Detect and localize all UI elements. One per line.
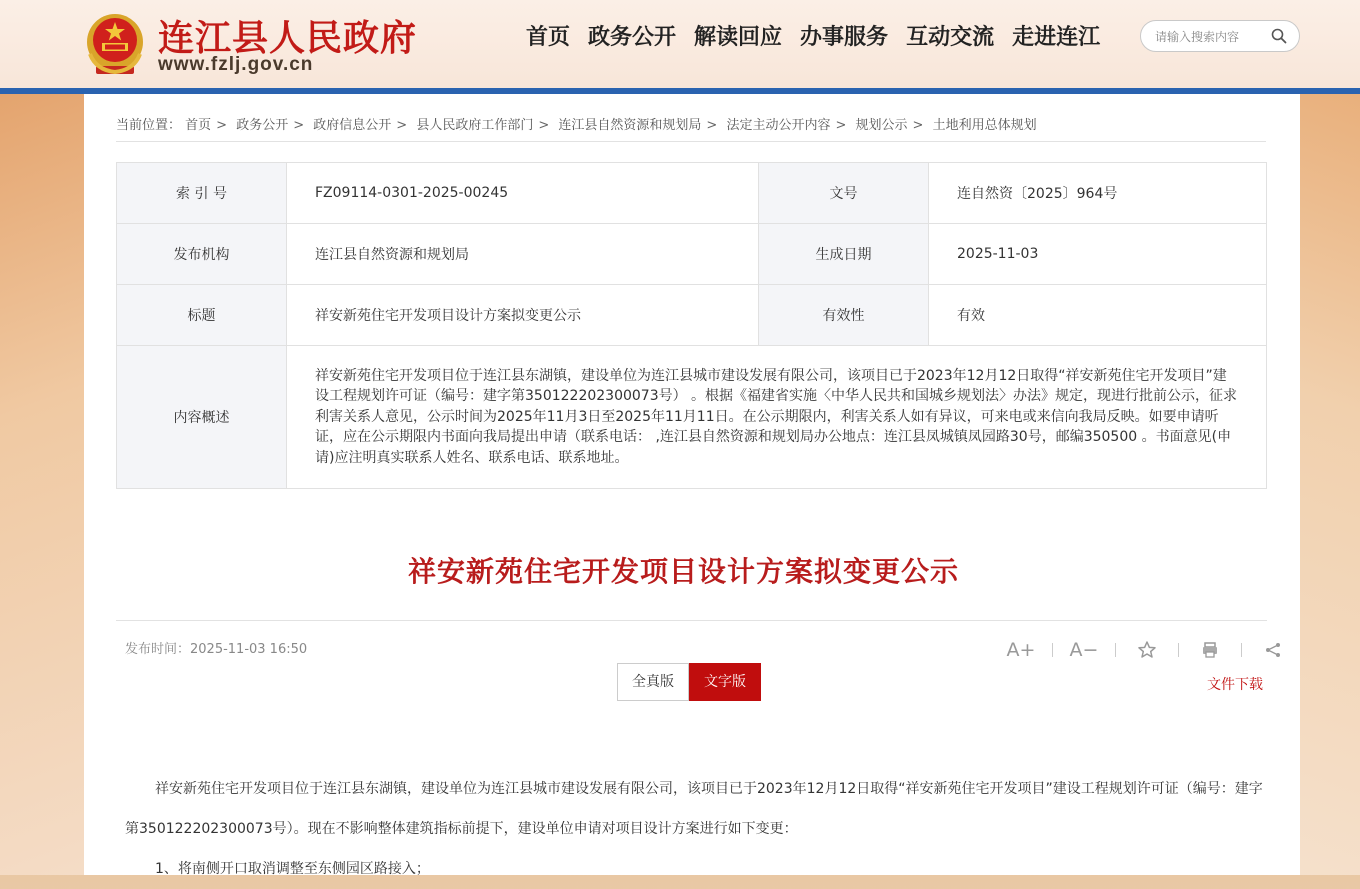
toolbar-separator xyxy=(1178,643,1179,657)
title-label: 标题 xyxy=(117,285,287,346)
date-label: 生成日期 xyxy=(759,224,929,285)
search-box xyxy=(1140,20,1300,52)
breadcrumb-separator: > xyxy=(538,118,550,133)
document-info-table xyxy=(116,162,1267,489)
breadcrumb-item[interactable]: 土地利用总体规划 xyxy=(932,118,1037,133)
print-icon xyxy=(1201,641,1219,659)
toolbar-separator xyxy=(1241,643,1242,657)
breadcrumb-separator: > xyxy=(706,118,718,133)
breadcrumb-separator: > xyxy=(835,118,847,133)
validity-label: 有效性 xyxy=(759,285,929,346)
index-value: FZ09114-0301-2025-00245 xyxy=(287,163,759,224)
summary-value: 祥安新苑住宅开发项目位于连江县东湖镇，建设单位为连江县城市建设发展有限公司，该项目已于2023年12月12日取得“祥安新苑住宅开发项目”建设工程规划许可证（编号：建字第350122202300073号） 。根据《福建省实施〈中华人民共和国城乡规划法〉办法》规定，现进行批前公示，征求利害关系人意见，公示时间为2025年11月3日至2025年11月11日。在公示期限内，利害关系人如有异议，可来电或来信向我局反映。如要申请听证，应在公示期限内书面向我局提出申请（联系电话： ,连江县自然资源和规划局办公地点：连江县凤城镇凤园路30号，邮编350500 。书面意见(申请)应注明真实联系人姓名、联系电话、联系地址。 xyxy=(287,346,1267,489)
org-value: 连江县自然资源和规划局 xyxy=(287,224,759,285)
share-icon xyxy=(1264,641,1282,659)
breadcrumb-item[interactable]: 县人民政府工作部门 xyxy=(416,118,534,133)
nav-government-affairs[interactable]: 政务公开 xyxy=(588,25,677,50)
index-label: 索 引 号 xyxy=(117,163,287,224)
search-input[interactable] xyxy=(1155,27,1265,47)
font-increase-button[interactable]: A+ xyxy=(1006,639,1036,661)
toolbar-separator xyxy=(1052,643,1053,657)
title-divider xyxy=(116,620,1267,621)
article-paragraph: 祥安新苑住宅开发项目位于连江县东湖镇，建设单位为连江县城市建设发展有限公司，该项目已于2023年12月12日取得“祥安新苑住宅开发项目”建设工程规划许可证（编号：建字第350122202300073号）。现在不影响整体建筑指标前提下，建设单位申请对项目设计方案进行如下变更： xyxy=(125,781,1263,837)
national-emblem-icon xyxy=(82,10,148,78)
site-header xyxy=(0,0,1360,88)
nav-about-lianjiang[interactable]: 走进连江 xyxy=(1012,25,1101,50)
star-icon xyxy=(1137,640,1157,660)
publish-time: 发布时间：2025-11-03 16:50 xyxy=(125,642,308,657)
font-decrease-button[interactable]: A− xyxy=(1069,639,1099,661)
content-panel xyxy=(84,94,1300,875)
share-button[interactable] xyxy=(1256,639,1290,661)
breadcrumb-separator: > xyxy=(912,118,924,133)
breadcrumb-separator: > xyxy=(216,118,228,133)
breadcrumb xyxy=(116,114,1037,133)
nav-interaction[interactable]: 互动交流 xyxy=(906,25,995,50)
article-title: 祥安新苑住宅开发项目设计方案拟变更公示 xyxy=(407,555,959,588)
favorite-button[interactable] xyxy=(1130,639,1164,661)
article-toolbar xyxy=(1004,639,1290,661)
print-button[interactable] xyxy=(1193,639,1227,661)
breadcrumb-separator: > xyxy=(293,118,305,133)
left-decorative-background xyxy=(0,94,84,875)
breadcrumb-item[interactable]: 政府信息公开 xyxy=(313,118,392,133)
title-value: 祥安新苑住宅开发项目设计方案拟变更公示 xyxy=(287,285,759,346)
validity-value: 有效 xyxy=(929,285,1267,346)
breadcrumb-separator: > xyxy=(396,118,408,133)
article-list-item: 1、将南侧开口取消调整至东侧园区路接入； xyxy=(155,861,430,877)
breadcrumb-item[interactable]: 法定主动公开内容 xyxy=(726,118,831,133)
date-value: 2025-11-03 xyxy=(929,224,1267,285)
breadcrumb-prefix: 当前位置： xyxy=(116,118,182,133)
site-domain: www.fzlj.gov.cn xyxy=(158,54,314,75)
table-row xyxy=(117,346,1267,489)
right-decorative-background xyxy=(1300,94,1360,875)
toolbar-separator xyxy=(1115,643,1116,657)
org-label: 发布机构 xyxy=(117,224,287,285)
docno-value: 连自然资〔2025〕964号 xyxy=(929,163,1267,224)
docno-label: 文号 xyxy=(759,163,929,224)
nav-services[interactable]: 办事服务 xyxy=(800,25,889,50)
version-tabs xyxy=(617,663,761,701)
article-body xyxy=(125,769,1268,889)
breadcrumb-item[interactable]: 政务公开 xyxy=(236,118,289,133)
breadcrumb-divider xyxy=(116,141,1266,142)
main-nav xyxy=(517,20,1109,51)
breadcrumb-item[interactable]: 规划公示 xyxy=(855,118,908,133)
nav-interpretation[interactable]: 解读回应 xyxy=(694,25,783,50)
site-title[interactable]: 连江县人民政府 xyxy=(158,17,418,59)
breadcrumb-item[interactable]: 首页 xyxy=(185,118,212,133)
file-download-link[interactable]: 文件下载 xyxy=(1207,677,1263,693)
table-row xyxy=(117,224,1267,285)
tab-text-version[interactable]: 文字版 xyxy=(689,663,761,701)
summary-label: 内容概述 xyxy=(117,346,287,489)
breadcrumb-item[interactable]: 连江县自然资源和规划局 xyxy=(558,118,702,133)
nav-home[interactable]: 首页 xyxy=(526,25,571,50)
table-row xyxy=(117,285,1267,346)
tab-full-version[interactable]: 全真版 xyxy=(617,663,689,701)
table-row xyxy=(117,163,1267,224)
search-icon[interactable] xyxy=(1271,28,1287,44)
